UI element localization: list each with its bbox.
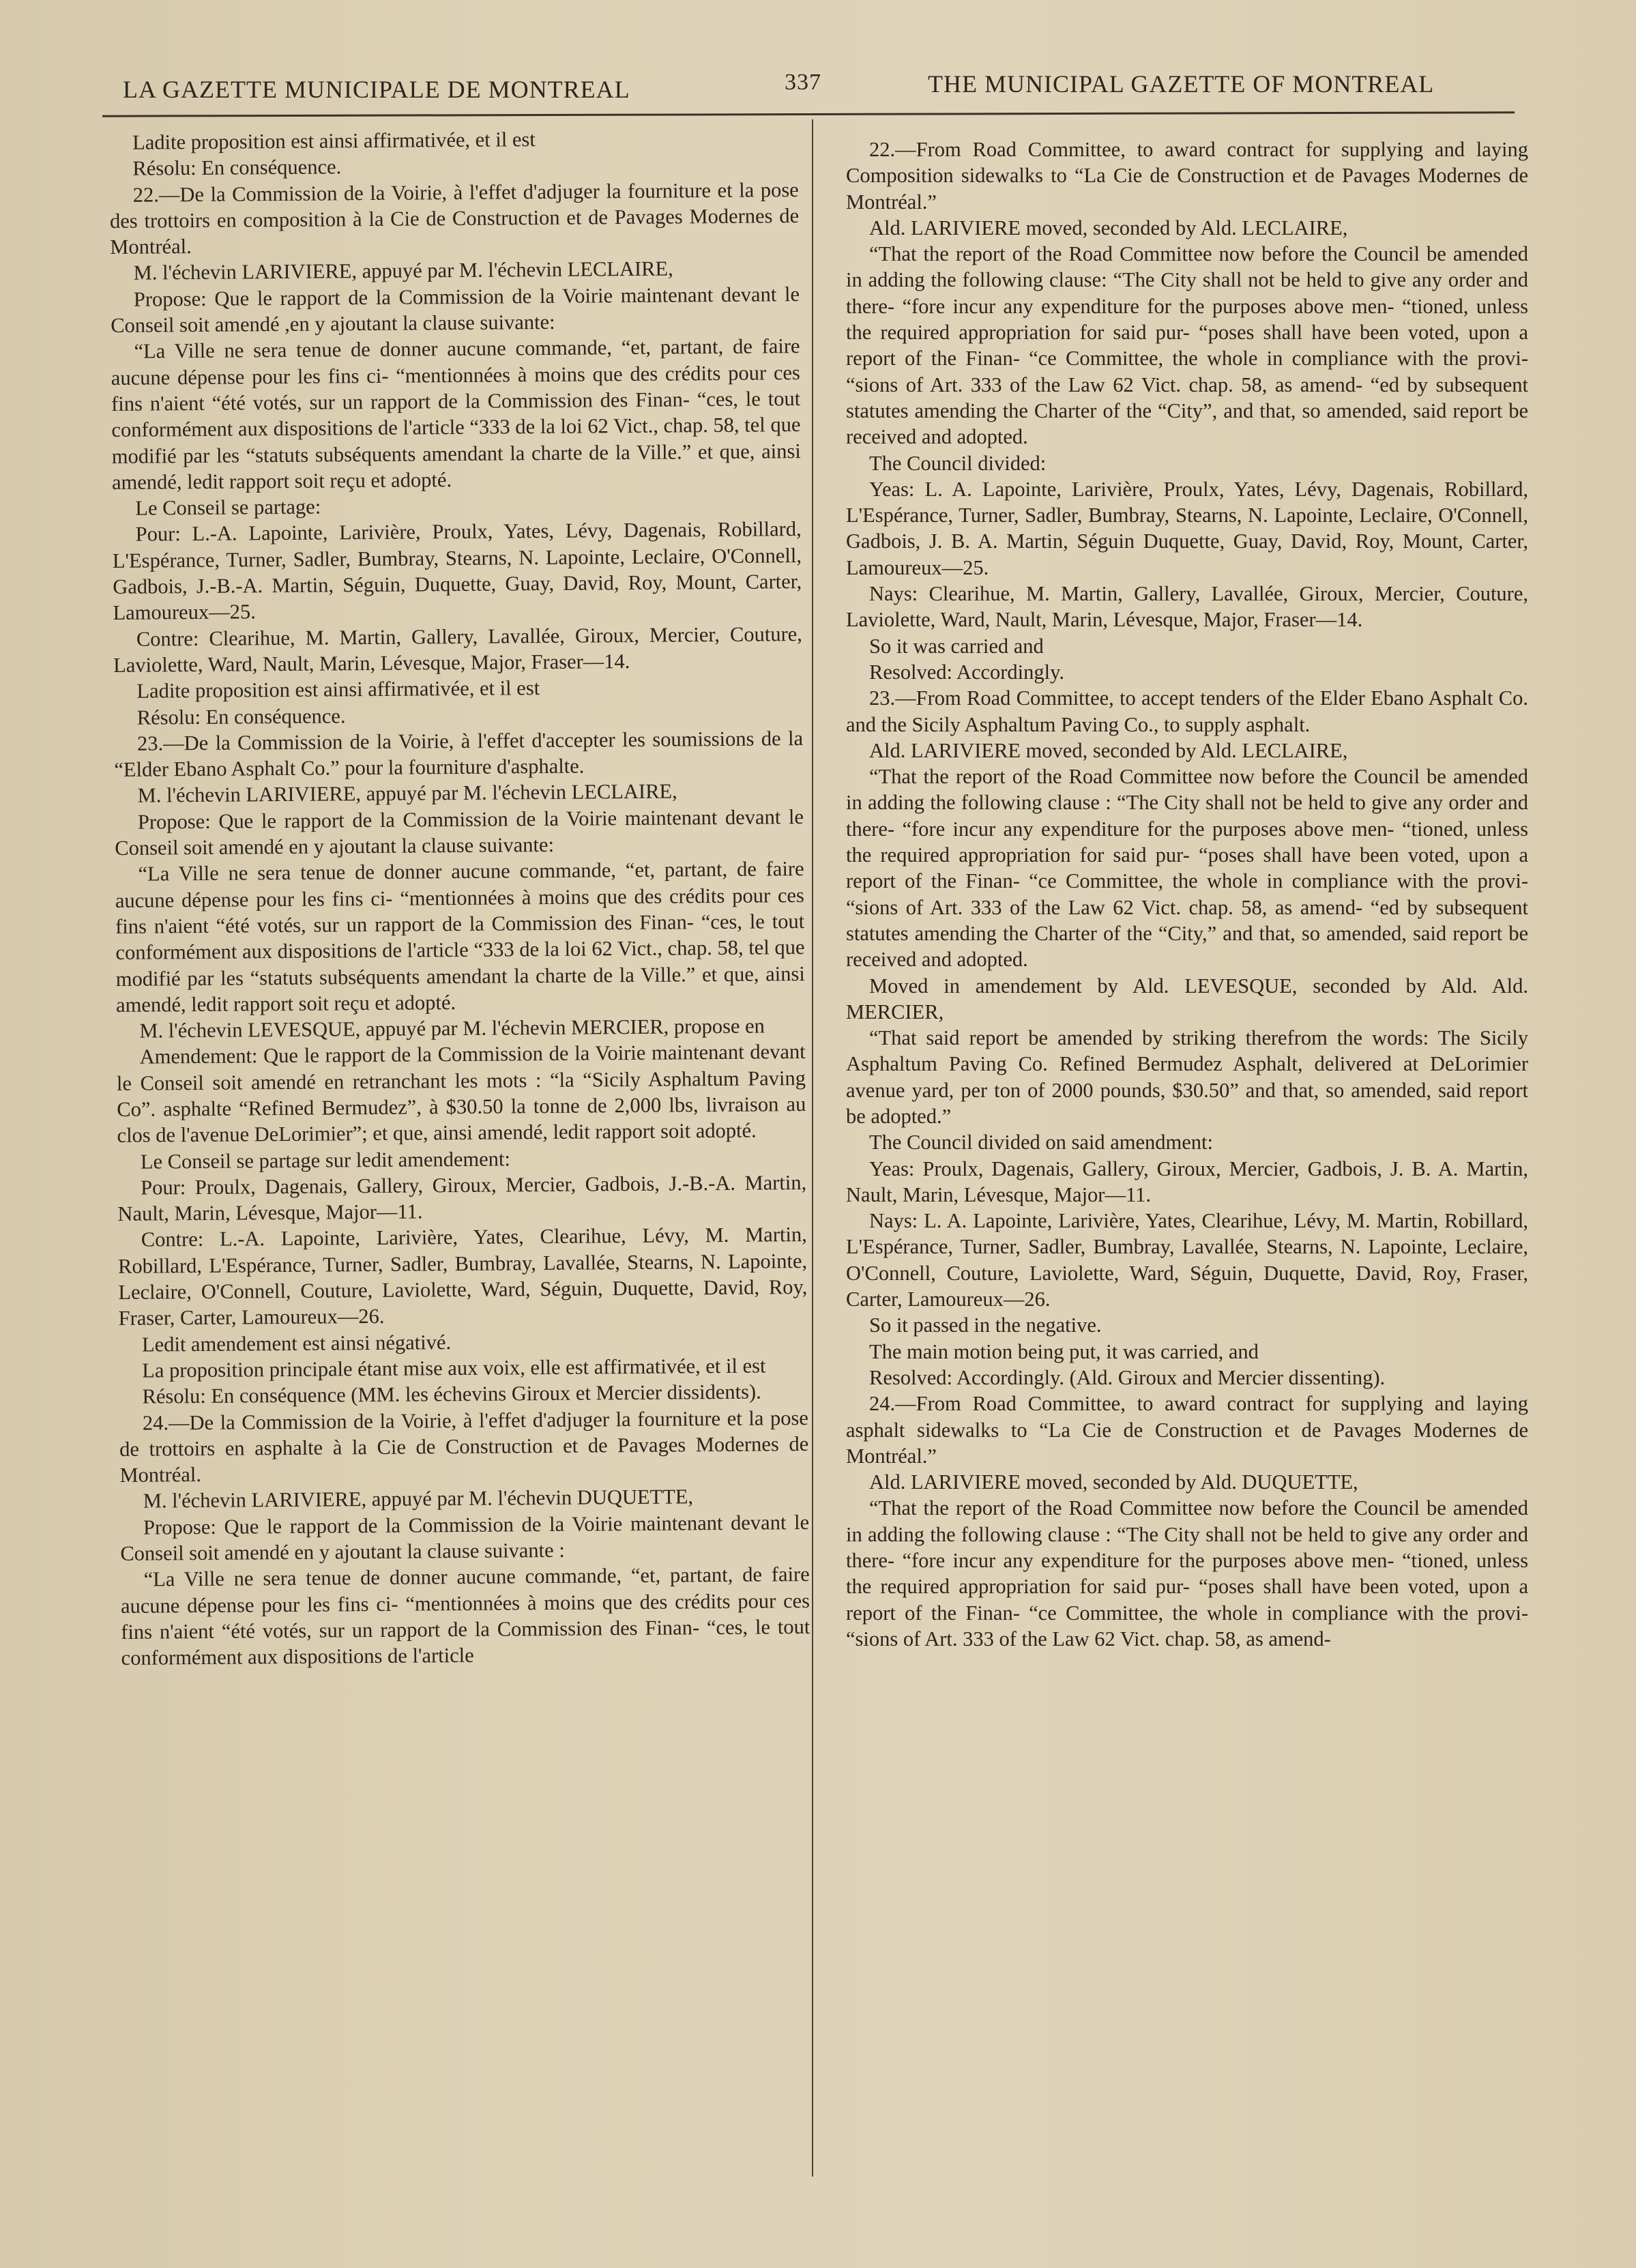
english-paragraph: Ald. LARIVIERE moved, seconded by Ald. DUQUETTE, bbox=[869, 1470, 1358, 1494]
french-paragraph: Pour: L.-A. Lapointe, Larivière, Proulx, Yates, Lévy, Dagenais, Robillard, L'Espérance, Turner, Sadler, Bumbray, Stearns, N. Lapointe, Leclaire, O'Connell, Gadbois, J.-B.-A. Martin, Séguin, Duquette, Guay, David, Roy, Mount, Carter, Lamoureux—25. bbox=[112, 517, 802, 625]
french-paragraph: Résolu: En conséquence (MM. les échevins Giroux et Mercier dissidents). bbox=[142, 1380, 761, 1408]
english-paragraph: Ald. LARIVIERE moved, seconded by Ald. LECLAIRE, bbox=[869, 216, 1348, 239]
french-paragraph: Ledit amendement est ainsi négativé. bbox=[141, 1330, 452, 1356]
english-paragraph: “That the report of the Road Committee now before the Council be amended in adding the following clause : “The City shall not be held to give any order and there- “fore incur any expenditure for the purposes above men- “tioned, unless the required appropriation for said pur- “poses shall have been voted, upon a report of the Finan- “ce Committee, the whole in compliance with the provi- “sions of Art. 333 of the Law 62 Vict. chap. 58, as amend- bbox=[846, 1496, 1528, 1651]
english-paragraph: “That the report of the Road Committee now before the Council be amended in adding the following clause : “The City shall not be held to give any order and there- “fore incur any expenditure for the purposes above men- “tioned, unless the required appropriation for said pur- “poses shall have been voted, upon a report of the Finan- “ce Committee, the whole in compliance with the provi- “sions of Art. 333 of the Law 62 Vict. chap. 58, as amend- “ed by subsequent statutes amending the Charter of the “City,” and that, so amended, said report be received and adopted. bbox=[846, 765, 1528, 972]
french-paragraph: “La Ville ne sera tenue de donner aucune commande, “et, partant, de faire aucune dépense pour les fins ci- “mentionnées à moins que des crédits pour ces fins n'aient “été votés, sur un rapport de la Commission des Finan- “ces, le tout conformément aux dispositions de l'article “333 de la loi 62 Vict., chap. 58, tel que modifié par les “statuts subséquents amendant la charte de la Ville.” et que, ainsi amendé, ledit rapport soit reçu et adopté. bbox=[111, 334, 801, 494]
english-paragraph: Moved in amendement by Ald. LEVESQUE, seconded by Ald. Ald. MERCIER, bbox=[846, 974, 1528, 1023]
header-english-title: THE MUNICIPAL GAZETTE OF MONTREAL bbox=[928, 70, 1435, 98]
english-paragraph: Yeas: L. A. Lapointe, Larivière, Proulx, Yates, Lévy, Dagenais, Robillard, L'Espérance, Turner, Sadler, Bumbray, Stearns, N. Lapointe, Leclaire, O'Connell, Gadbois, J. B. A. Martin, Séguin Duquette, Guay, David, Roy, Mount, Carter, Lamoureux—25. bbox=[846, 477, 1528, 579]
english-paragraph: Yeas: Proulx, Dagenais, Gallery, Giroux, Mercier, Gadbois, J. B. A. Martin, Nault, Marin, Lévesque, Major—11. bbox=[846, 1157, 1528, 1206]
french-paragraph: Contre: Clearihue, M. Martin, Gallery, Lavallée, Giroux, Mercier, Couture, Laviolette, Ward, Nault, Marin, Lévesque, Major, Fraser—14. bbox=[113, 622, 802, 677]
french-paragraph: Propose: Que le rapport de la Commission de la Voirie maintenant devant le Conseil soit amendé en y ajoutant la clause suivante: bbox=[115, 804, 804, 860]
french-paragraph: Résolu: En conséquence. bbox=[132, 155, 342, 181]
french-paragraph: Contre: L.-A. Lapointe, Larivière, Yates, Clearihue, Lévy, M. Martin, Robillard, L'Espérance, Turner, Sadler, Bumbray, Lavallée, Stearns, N. Lapointe, Leclaire, O'Connell, Couture, Laviolette, Ward, Séguin, Duquette, David, Roy, Fraser, Carter, Lamoureux—26. bbox=[117, 1223, 808, 1331]
english-paragraph: Resolved: Accordingly. bbox=[869, 660, 1065, 684]
english-paragraph: “That said report be amended by striking therefrom the words: The Sicily Asphaltum Paving Co. Refined Bermudez Asphalt, delivered at DeLorimier avenue yard, per ton of 2000 pounds, $30.50” and that, so amended, said report be adopted.” bbox=[846, 1026, 1528, 1128]
english-paragraph: The Council divided on said amendment: bbox=[869, 1131, 1213, 1154]
french-paragraph: M. l'échevin LARIVIERE, appuyé par M. l'échevin DUQUETTE, bbox=[143, 1485, 694, 1513]
french-paragraph: Le Conseil se partage: bbox=[135, 495, 321, 520]
french-paragraph: “La Ville ne sera tenue de donner aucune commande, “et, partant, de faire aucune dépense pour les fins ci- “mentionnées à moins que des crédits pour ces fins n'aient “été votés, sur un rapport de la Commission des Finan- “ces, le tout conformément aux dispositions de l'article bbox=[120, 1562, 810, 1670]
column-divider bbox=[812, 119, 813, 2177]
english-paragraph: Resolved: Accordingly. (Ald. Giroux and Mercier dissenting). bbox=[869, 1365, 1386, 1389]
french-paragraph: 24.—De la Commission de la Voirie, à l'effet d'adjuger la fourniture et la pose de trottoirs en asphalte à la Cie de Construction et de Pavages Modernes de Montréal. bbox=[119, 1406, 809, 1487]
french-paragraph: Le Conseil se partage sur ledit amendement: bbox=[140, 1147, 511, 1174]
english-column bbox=[846, 136, 1528, 2211]
french-column bbox=[109, 124, 815, 2204]
french-paragraph: “La Ville ne sera tenue de donner aucune commande, “et, partant, de faire aucune dépense pour les fins ci- “mentionnées à moins que des crédits pour ces fins n'aient “été votés, sur un rapport de la Commission des Finan- “ces, le tout conformément aux dispositions de l'article “333 de la loi 62 Vict., chap. 58, tel que modifié par les “statuts subséquents amendant la charte de la Ville.” et que, ainsi amendé, ledit rapport soit reçu et adopté. bbox=[115, 857, 805, 1017]
french-paragraph: M. l'échevin LEVESQUE, appuyé par M. l'échevin MERCIER, propose en bbox=[139, 1014, 765, 1043]
french-paragraph: M. l'échevin LARIVIERE, appuyé par M. l'échevin LECLAIRE, bbox=[133, 257, 673, 285]
english-paragraph: Nays: L. A. Lapointe, Larivière, Yates, Clearihue, Lévy, M. Martin, Robillard, L'Espérance, Turner, Sadler, Bumbray, Lavallée, Stearns, N. Lapointe, Leclaire, O'Connell, Couture, Laviolette, Ward, Séguin, Duquette, David, Roy, Fraser, Carter, Lamoureux—26. bbox=[846, 1209, 1528, 1311]
page-header bbox=[102, 68, 1521, 109]
french-paragraph: M. l'échevin LARIVIERE, appuyé par M. l'échevin LECLAIRE, bbox=[137, 779, 677, 808]
french-paragraph: Amendement: Que le rapport de la Commission de la Voirie maintenant devant le Conseil soit amendé en retranchant les mots : “la “Sicily Asphaltum Paving Co”. asphalte “Refined Bermudez”, à $30.50 la tonne de 2,000 lbs, livraison au clos de l'avenue DeLorimier”; et que, ainsi amendé, ledit rapport soit adopté. bbox=[116, 1040, 806, 1148]
english-paragraph: Nays: Clearihue, M. Martin, Gallery, Lavallée, Giroux, Mercier, Couture, Laviolette, Ward, Nault, Marin, Lévesque, Major, Fraser—14. bbox=[846, 582, 1528, 632]
french-paragraph: Résolu: En conséquence. bbox=[136, 703, 346, 729]
french-paragraph: 23.—De la Commission de la Voirie, à l'effet d'accepter les soumissions de la “Elder Ebano Asphalt Co.” pour la fourniture d'asphalte. bbox=[114, 726, 804, 782]
french-paragraph: Pour: Proulx, Dagenais, Gallery, Giroux, Mercier, Gadbois, J.-B.-A. Martin, Nault, Marin, Lévesque, Major—11. bbox=[117, 1170, 807, 1226]
english-paragraph: 24.—From Road Committee, to award contract for supplying and laying asphalt sidewalks to “La Cie de Construction et de Pavages Modernes de Montréal.” bbox=[846, 1392, 1528, 1468]
english-paragraph: Ald. LARIVIERE moved, seconded by Ald. LECLAIRE, bbox=[869, 738, 1348, 762]
french-paragraph: La proposition principale étant mise aux voix, elle est affirmativée, et il est bbox=[142, 1354, 766, 1382]
english-paragraph: 22.—From Road Committee, to award contract for supplying and laying Composition sidewalks to “La Cie de Construction et de Pavages Modernes de Montréal.” bbox=[846, 138, 1528, 214]
french-paragraph: 22.—De la Commission de la Voirie, à l'effet d'adjuger la fourniture et la pose des trottoirs en composition à la Cie de Construction et de Pavages Modernes de Montréal. bbox=[109, 177, 800, 259]
english-paragraph: The main motion being put, it was carried, and bbox=[869, 1339, 1259, 1363]
header-french-title: LA GAZETTE MUNICIPALE DE MONTREAL bbox=[123, 76, 630, 103]
header-rule bbox=[102, 111, 1515, 117]
english-paragraph: 23.—From Road Committee, to accept tenders of the Elder Ebano Asphalt Co. and the Sicily Asphaltum Paving Co., to supply asphalt. bbox=[846, 686, 1528, 736]
page-number: 337 bbox=[785, 70, 821, 95]
english-paragraph: So it was carried and bbox=[869, 634, 1044, 658]
french-paragraph: Ladite proposition est ainsi affirmativée, et il est bbox=[136, 676, 540, 703]
french-paragraph: Propose: Que le rapport de la Commission de la Voirie maintenant devant le Conseil soit amendé ,en y ajoutant la clause suivante: bbox=[111, 282, 800, 338]
french-paragraph: Ladite proposition est ainsi affirmativée, et il est bbox=[132, 128, 536, 154]
english-paragraph: “That the report of the Road Committee now before the Council be amended in adding the following clause: “The City shall not be held to give any order and there- “fore incur any expenditure for the purposes above men- “tioned, unless the required appropriation for said pur- “poses shall have been voted, upon a report of the Finan- “ce Committee, the whole in compliance with the provi- “sions of Art. 333 of the Law 62 Vict. chap. 58, as amend- “ed by subsequent statutes amending the Charter of the “City”, and that, so amended, said report be received and adopted. bbox=[846, 242, 1528, 449]
english-paragraph: The Council divided: bbox=[869, 451, 1047, 475]
french-paragraph: Propose: Que le rapport de la Commission de la Voirie maintenant devant le Conseil soit amendé en y ajoutant la clause suivante : bbox=[120, 1510, 810, 1565]
english-paragraph: So it passed in the negative. bbox=[869, 1313, 1102, 1337]
